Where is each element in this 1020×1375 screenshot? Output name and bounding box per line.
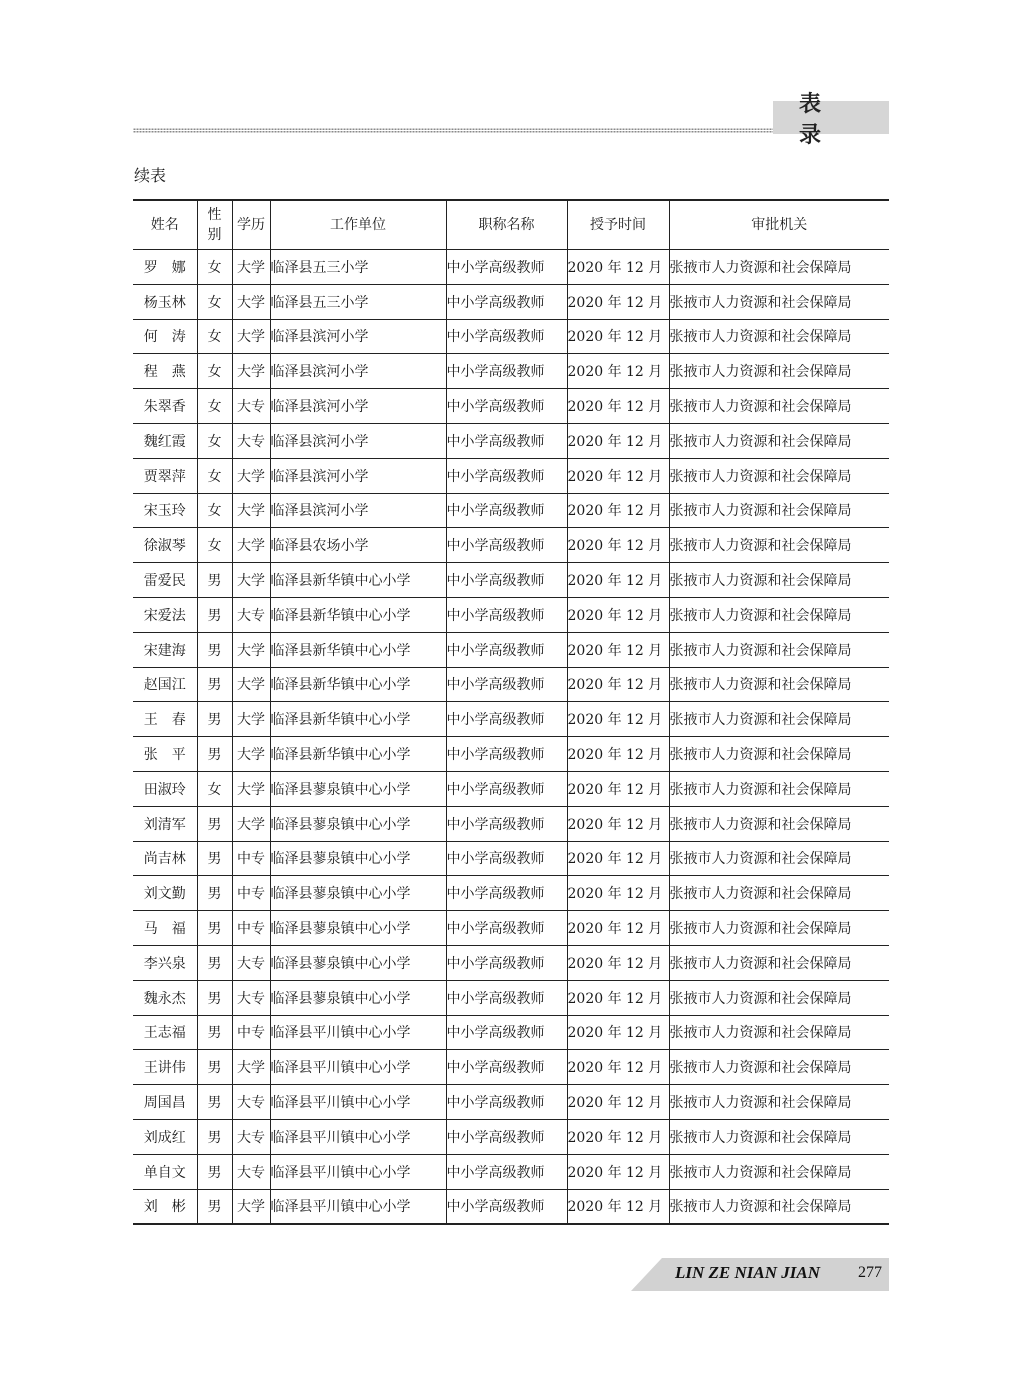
cell-education: 大专 — [232, 980, 270, 1015]
cell-education: 大学 — [232, 563, 270, 598]
table-row — [133, 354, 889, 389]
cell-title-name: 中小学高级教师 — [446, 911, 567, 946]
cell-title-name: 中小学高级教师 — [446, 632, 567, 667]
cell-work-unit: 临泽县滨河小学 — [270, 319, 446, 354]
cell-name: 魏红霞 — [133, 423, 197, 458]
header-approval-authority: 审批机关 — [669, 200, 889, 250]
cell-work-unit: 临泽县农场小学 — [270, 528, 446, 563]
cell-grant-date: 2020 年 12 月 — [567, 876, 669, 911]
cell-sex: 女 — [197, 250, 232, 285]
cell-sex: 女 — [197, 284, 232, 319]
cell-title-name: 中小学高级教师 — [446, 1119, 567, 1154]
cell-grant-date: 2020 年 12 月 — [567, 771, 669, 806]
cell-approval-authority: 张掖市人力资源和社会保障局 — [669, 667, 889, 702]
cell-sex: 男 — [197, 737, 232, 772]
cell-education: 中专 — [232, 841, 270, 876]
cell-sex: 男 — [197, 1015, 232, 1050]
cell-name: 宋爱法 — [133, 597, 197, 632]
cell-approval-authority: 张掖市人力资源和社会保障局 — [669, 980, 889, 1015]
cell-name: 罗 娜 — [133, 250, 197, 285]
cell-name: 刘 彬 — [133, 1189, 197, 1224]
cell-sex: 女 — [197, 389, 232, 424]
table-row — [133, 563, 889, 598]
table-row — [133, 528, 889, 563]
cell-grant-date: 2020 年 12 月 — [567, 1154, 669, 1189]
cell-title-name: 中小学高级教师 — [446, 1085, 567, 1120]
cell-grant-date: 2020 年 12 月 — [567, 250, 669, 285]
cell-approval-authority: 张掖市人力资源和社会保障局 — [669, 389, 889, 424]
cell-approval-authority: 张掖市人力资源和社会保障局 — [669, 771, 889, 806]
cell-name: 程 燕 — [133, 354, 197, 389]
cell-sex: 男 — [197, 980, 232, 1015]
cell-sex: 男 — [197, 1189, 232, 1224]
cell-name: 刘清军 — [133, 806, 197, 841]
cell-work-unit: 临泽县平川镇中心小学 — [270, 1189, 446, 1224]
cell-grant-date: 2020 年 12 月 — [567, 632, 669, 667]
cell-work-unit: 临泽县蓼泉镇中心小学 — [270, 876, 446, 911]
cell-grant-date: 2020 年 12 月 — [567, 284, 669, 319]
cell-education: 大学 — [232, 771, 270, 806]
cell-work-unit: 临泽县蓼泉镇中心小学 — [270, 911, 446, 946]
cell-sex: 女 — [197, 458, 232, 493]
table-row — [133, 389, 889, 424]
cell-title-name: 中小学高级教师 — [446, 423, 567, 458]
cell-approval-authority: 张掖市人力资源和社会保障局 — [669, 1050, 889, 1085]
cell-approval-authority: 张掖市人力资源和社会保障局 — [669, 632, 889, 667]
table-row — [133, 911, 889, 946]
cell-education: 大学 — [232, 284, 270, 319]
cell-grant-date: 2020 年 12 月 — [567, 389, 669, 424]
cell-sex: 男 — [197, 911, 232, 946]
cell-approval-authority: 张掖市人力资源和社会保障局 — [669, 737, 889, 772]
cell-name: 单自文 — [133, 1154, 197, 1189]
cell-sex: 男 — [197, 1085, 232, 1120]
table-row — [133, 980, 889, 1015]
cell-approval-authority: 张掖市人力资源和社会保障局 — [669, 806, 889, 841]
cell-sex: 男 — [197, 1154, 232, 1189]
cell-approval-authority: 张掖市人力资源和社会保障局 — [669, 423, 889, 458]
cell-work-unit: 临泽县滨河小学 — [270, 354, 446, 389]
cell-title-name: 中小学高级教师 — [446, 667, 567, 702]
cell-work-unit: 临泽县平川镇中心小学 — [270, 1119, 446, 1154]
cell-sex: 男 — [197, 945, 232, 980]
cell-name: 李兴泉 — [133, 945, 197, 980]
header-dotted-rule — [133, 128, 773, 133]
cell-approval-authority: 张掖市人力资源和社会保障局 — [669, 563, 889, 598]
title-approval-table — [133, 199, 889, 1225]
table-row — [133, 319, 889, 354]
header-name: 姓名 — [133, 200, 197, 250]
cell-approval-authority: 张掖市人力资源和社会保障局 — [669, 911, 889, 946]
cell-grant-date: 2020 年 12 月 — [567, 354, 669, 389]
cell-education: 大学 — [232, 354, 270, 389]
cell-education: 大学 — [232, 458, 270, 493]
cell-work-unit: 临泽县新华镇中心小学 — [270, 563, 446, 598]
cell-title-name: 中小学高级教师 — [446, 250, 567, 285]
table-row — [133, 1189, 889, 1224]
cell-sex: 男 — [197, 806, 232, 841]
cell-title-name: 中小学高级教师 — [446, 354, 567, 389]
cell-education: 大专 — [232, 597, 270, 632]
table-row — [133, 702, 889, 737]
cell-title-name: 中小学高级教师 — [446, 1154, 567, 1189]
table-row — [133, 284, 889, 319]
cell-name: 周国昌 — [133, 1085, 197, 1120]
cell-name: 赵国江 — [133, 667, 197, 702]
cell-name: 马 福 — [133, 911, 197, 946]
cell-education: 大学 — [232, 493, 270, 528]
table-row — [133, 493, 889, 528]
cell-grant-date: 2020 年 12 月 — [567, 493, 669, 528]
cell-approval-authority: 张掖市人力资源和社会保障局 — [669, 458, 889, 493]
cell-grant-date: 2020 年 12 月 — [567, 1050, 669, 1085]
cell-title-name: 中小学高级教师 — [446, 771, 567, 806]
cell-name: 王志福 — [133, 1015, 197, 1050]
cell-work-unit: 临泽县滨河小学 — [270, 389, 446, 424]
table-row — [133, 945, 889, 980]
section-label: 表 录 — [773, 101, 889, 134]
cell-approval-authority: 张掖市人力资源和社会保障局 — [669, 702, 889, 737]
cell-grant-date: 2020 年 12 月 — [567, 319, 669, 354]
cell-grant-date: 2020 年 12 月 — [567, 806, 669, 841]
cell-sex: 女 — [197, 319, 232, 354]
table-row — [133, 667, 889, 702]
cell-approval-authority: 张掖市人力资源和社会保障局 — [669, 1119, 889, 1154]
cell-work-unit: 临泽县新华镇中心小学 — [270, 702, 446, 737]
table-row — [133, 876, 889, 911]
cell-title-name: 中小学高级教师 — [446, 389, 567, 424]
cell-education: 大专 — [232, 1154, 270, 1189]
cell-work-unit: 临泽县平川镇中心小学 — [270, 1050, 446, 1085]
cell-education: 大学 — [232, 528, 270, 563]
cell-name: 尚吉林 — [133, 841, 197, 876]
header-education: 学历 — [232, 200, 270, 250]
table-row — [133, 1050, 889, 1085]
cell-sex: 女 — [197, 771, 232, 806]
cell-work-unit: 临泽县新华镇中心小学 — [270, 667, 446, 702]
cell-sex: 男 — [197, 597, 232, 632]
cell-sex: 女 — [197, 493, 232, 528]
cell-approval-authority: 张掖市人力资源和社会保障局 — [669, 284, 889, 319]
cell-work-unit: 临泽县新华镇中心小学 — [270, 597, 446, 632]
continued-table-label: 续表 — [134, 166, 167, 185]
cell-work-unit: 临泽县平川镇中心小学 — [270, 1085, 446, 1120]
cell-education: 大学 — [232, 702, 270, 737]
cell-grant-date: 2020 年 12 月 — [567, 1189, 669, 1224]
cell-grant-date: 2020 年 12 月 — [567, 911, 669, 946]
cell-education: 大专 — [232, 1119, 270, 1154]
cell-title-name: 中小学高级教师 — [446, 980, 567, 1015]
cell-education: 大学 — [232, 319, 270, 354]
cell-name: 张 平 — [133, 737, 197, 772]
cell-education: 中专 — [232, 876, 270, 911]
cell-approval-authority: 张掖市人力资源和社会保障局 — [669, 1085, 889, 1120]
cell-sex: 男 — [197, 632, 232, 667]
cell-education: 大学 — [232, 1050, 270, 1085]
cell-title-name: 中小学高级教师 — [446, 528, 567, 563]
cell-approval-authority: 张掖市人力资源和社会保障局 — [669, 1189, 889, 1224]
cell-approval-authority: 张掖市人力资源和社会保障局 — [669, 945, 889, 980]
cell-work-unit: 临泽县蓼泉镇中心小学 — [270, 841, 446, 876]
cell-title-name: 中小学高级教师 — [446, 737, 567, 772]
cell-sex: 女 — [197, 354, 232, 389]
cell-education: 大学 — [232, 1189, 270, 1224]
page-number: 277 — [858, 1264, 882, 1281]
cell-work-unit: 临泽县蓼泉镇中心小学 — [270, 980, 446, 1015]
cell-grant-date: 2020 年 12 月 — [567, 1015, 669, 1050]
table-row — [133, 597, 889, 632]
cell-education: 中专 — [232, 911, 270, 946]
cell-title-name: 中小学高级教师 — [446, 876, 567, 911]
header-sex — [197, 200, 232, 250]
header-work-unit: 工作单位 — [270, 200, 446, 250]
table-row — [133, 250, 889, 285]
cell-grant-date: 2020 年 12 月 — [567, 841, 669, 876]
cell-sex: 男 — [197, 563, 232, 598]
cell-name: 田淑玲 — [133, 771, 197, 806]
cell-work-unit: 临泽县蓼泉镇中心小学 — [270, 771, 446, 806]
cell-work-unit: 临泽县平川镇中心小学 — [270, 1154, 446, 1189]
cell-education: 大学 — [232, 632, 270, 667]
cell-work-unit: 临泽县蓼泉镇中心小学 — [270, 806, 446, 841]
cell-education: 大学 — [232, 250, 270, 285]
cell-title-name: 中小学高级教师 — [446, 493, 567, 528]
cell-grant-date: 2020 年 12 月 — [567, 667, 669, 702]
cell-grant-date: 2020 年 12 月 — [567, 528, 669, 563]
cell-work-unit: 临泽县新华镇中心小学 — [270, 632, 446, 667]
cell-name: 徐淑琴 — [133, 528, 197, 563]
cell-grant-date: 2020 年 12 月 — [567, 597, 669, 632]
cell-name: 刘文勤 — [133, 876, 197, 911]
cell-grant-date: 2020 年 12 月 — [567, 702, 669, 737]
cell-name: 贾翠萍 — [133, 458, 197, 493]
cell-title-name: 中小学高级教师 — [446, 841, 567, 876]
cell-grant-date: 2020 年 12 月 — [567, 737, 669, 772]
table-row — [133, 458, 889, 493]
cell-approval-authority: 张掖市人力资源和社会保障局 — [669, 493, 889, 528]
cell-name: 杨玉林 — [133, 284, 197, 319]
cell-approval-authority: 张掖市人力资源和社会保障局 — [669, 250, 889, 285]
cell-title-name: 中小学高级教师 — [446, 458, 567, 493]
cell-work-unit: 临泽县平川镇中心小学 — [270, 1015, 446, 1050]
table-header-row — [133, 200, 889, 250]
cell-name: 雷爱民 — [133, 563, 197, 598]
cell-name: 王讲伟 — [133, 1050, 197, 1085]
cell-title-name: 中小学高级教师 — [446, 806, 567, 841]
cell-grant-date: 2020 年 12 月 — [567, 458, 669, 493]
table-row — [133, 737, 889, 772]
cell-education: 大学 — [232, 737, 270, 772]
cell-grant-date: 2020 年 12 月 — [567, 945, 669, 980]
header-grant-date: 授予时间 — [567, 200, 669, 250]
cell-approval-authority: 张掖市人力资源和社会保障局 — [669, 876, 889, 911]
table-row — [133, 1119, 889, 1154]
cell-name: 刘成红 — [133, 1119, 197, 1154]
cell-approval-authority: 张掖市人力资源和社会保障局 — [669, 354, 889, 389]
cell-sex: 女 — [197, 528, 232, 563]
cell-sex: 男 — [197, 841, 232, 876]
table-row — [133, 771, 889, 806]
cell-title-name: 中小学高级教师 — [446, 319, 567, 354]
cell-work-unit: 临泽县五三小学 — [270, 284, 446, 319]
cell-title-name: 中小学高级教师 — [446, 563, 567, 598]
cell-approval-authority: 张掖市人力资源和社会保障局 — [669, 597, 889, 632]
table-row — [133, 806, 889, 841]
cell-title-name: 中小学高级教师 — [446, 1015, 567, 1050]
cell-work-unit: 临泽县滨河小学 — [270, 493, 446, 528]
cell-approval-authority: 张掖市人力资源和社会保障局 — [669, 841, 889, 876]
cell-approval-authority: 张掖市人力资源和社会保障局 — [669, 1015, 889, 1050]
cell-title-name: 中小学高级教师 — [446, 284, 567, 319]
cell-title-name: 中小学高级教师 — [446, 702, 567, 737]
cell-title-name: 中小学高级教师 — [446, 1050, 567, 1085]
cell-work-unit: 临泽县蓼泉镇中心小学 — [270, 945, 446, 980]
cell-sex: 男 — [197, 667, 232, 702]
cell-name: 朱翠香 — [133, 389, 197, 424]
cell-education: 中专 — [232, 1015, 270, 1050]
table-row — [133, 1015, 889, 1050]
cell-sex: 男 — [197, 1050, 232, 1085]
cell-education: 大学 — [232, 806, 270, 841]
cell-work-unit: 临泽县滨河小学 — [270, 423, 446, 458]
cell-work-unit: 临泽县新华镇中心小学 — [270, 737, 446, 772]
table-row — [133, 423, 889, 458]
cell-name: 王 春 — [133, 702, 197, 737]
cell-grant-date: 2020 年 12 月 — [567, 980, 669, 1015]
header-sex-line-2: 别 — [207, 227, 222, 243]
table-row — [133, 1085, 889, 1120]
cell-title-name: 中小学高级教师 — [446, 945, 567, 980]
table-row — [133, 841, 889, 876]
cell-education: 大专 — [232, 423, 270, 458]
cell-work-unit: 临泽县五三小学 — [270, 250, 446, 285]
cell-sex: 女 — [197, 423, 232, 458]
cell-grant-date: 2020 年 12 月 — [567, 1085, 669, 1120]
cell-work-unit: 临泽县滨河小学 — [270, 458, 446, 493]
cell-name: 何 涛 — [133, 319, 197, 354]
cell-education: 大专 — [232, 945, 270, 980]
header-sex-line-1: 性 — [207, 207, 222, 223]
cell-approval-authority: 张掖市人力资源和社会保障局 — [669, 1154, 889, 1189]
header-title-name: 职称名称 — [446, 200, 567, 250]
cell-grant-date: 2020 年 12 月 — [567, 1119, 669, 1154]
cell-grant-date: 2020 年 12 月 — [567, 423, 669, 458]
cell-name: 宋建海 — [133, 632, 197, 667]
journal-name: LIN ZE NIAN JIAN — [675, 1263, 820, 1282]
cell-title-name: 中小学高级教师 — [446, 597, 567, 632]
cell-education: 大专 — [232, 1085, 270, 1120]
cell-approval-authority: 张掖市人力资源和社会保障局 — [669, 319, 889, 354]
cell-name: 宋玉玲 — [133, 493, 197, 528]
cell-sex: 男 — [197, 702, 232, 737]
cell-approval-authority: 张掖市人力资源和社会保障局 — [669, 528, 889, 563]
cell-name: 魏永杰 — [133, 980, 197, 1015]
cell-grant-date: 2020 年 12 月 — [567, 563, 669, 598]
cell-education: 大学 — [232, 667, 270, 702]
cell-sex: 男 — [197, 1119, 232, 1154]
table-row — [133, 632, 889, 667]
table-row — [133, 1154, 889, 1189]
cell-education: 大专 — [232, 389, 270, 424]
cell-title-name: 中小学高级教师 — [446, 1189, 567, 1224]
cell-sex: 男 — [197, 876, 232, 911]
